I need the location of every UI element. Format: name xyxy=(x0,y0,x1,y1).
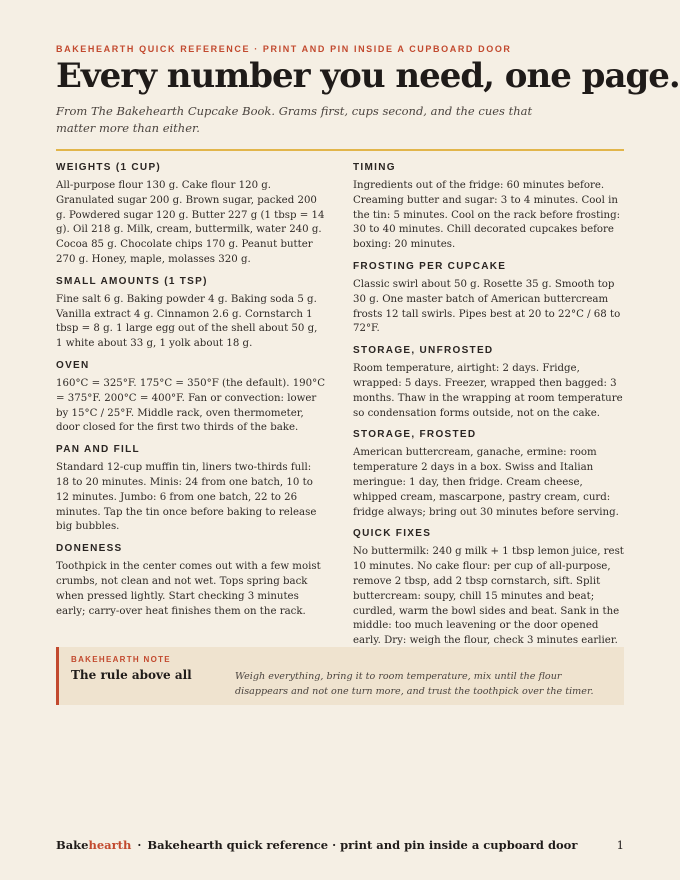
section-heading: TIMING xyxy=(353,162,396,173)
divider xyxy=(56,149,624,151)
section-oven xyxy=(56,360,326,436)
section-heading: OVEN xyxy=(56,359,90,371)
eyebrow: BAKEHEARTH QUICK REFERENCE · PRINT AND PIN INSIDE A CUPBOARD DOOR xyxy=(56,44,512,54)
section-timing xyxy=(353,162,624,253)
section-quick-fixes xyxy=(353,528,624,649)
section-body: All-purpose flour 130 g. Cake flour 120 g. Granulated sugar 200 g. Brown sugar, packed 200 g. Powdered sugar 120 g. Butter 227 g (1 tbsp = 14 g). Oil 218 g. Milk, cream, buttermilk, water 240 g. Cocoa 85 g. Chocolate chips 170 g. Peanut butter 270 g. Honey, maple, molasses 320 g. xyxy=(56,180,325,265)
page-title: Every number you need, one page. xyxy=(56,56,680,96)
brand-part-1: Bake xyxy=(56,838,89,852)
footer-brand xyxy=(56,838,131,852)
section-small-amounts xyxy=(56,276,326,352)
brand-part-2: hearth xyxy=(88,838,132,852)
section-body: Standard 12-cup muffin tin, liners two-thirds full: 18 to 20 minutes. Minis: 24 from one batch, 10 to 12 minutes. Jumbo: 6 from one batch, 22 to 26 minutes. Tap the tin once before baking to release big bubbles. xyxy=(56,462,317,533)
callout-note xyxy=(56,647,624,705)
section-body: Fine salt 6 g. Baking powder 4 g. Baking soda 5 g. Vanilla extract 4 g. Cinnamon 2.6 g. Cornstarch 1 tbsp = 8 g. 1 large egg out of the shell about 50 g, 1 white about 33 g, 1 yolk about 18 g. xyxy=(56,293,318,350)
section-weights xyxy=(56,162,326,268)
section-body: 160°C = 325°F. 175°C = 350°F (the default). 190°C = 375°F. 200°C = 400°F. Fan or convection: lower by 15°C / 25°F. Middle rack, oven thermometer, door closed for the first two thirds of the bake. xyxy=(56,377,326,434)
section-heading: PAN AND FILL xyxy=(56,444,140,456)
section-body: Classic swirl about 50 g. Rosette 35 g. Smooth top 30 g. One master batch of American buttercream frosts 12 tall swirls. Pipes best at 20 to 22°C / 68 to 72°F. xyxy=(353,278,621,335)
section-pan-and-fill xyxy=(56,444,326,535)
section-frosting xyxy=(353,261,624,337)
section-heading: SMALL AMOUNTS (1 TSP) xyxy=(56,275,208,287)
footer-separator: · xyxy=(137,838,142,852)
section-heading: WEIGHTS (1 CUP) xyxy=(56,162,162,173)
section-heading: QUICK FIXES xyxy=(353,528,432,540)
left-column xyxy=(56,162,326,627)
section-storage-unfrosted xyxy=(353,345,624,421)
section-heading: FROSTING PER CUPCAKE xyxy=(353,260,507,272)
section-heading: STORAGE, UNFROSTED xyxy=(353,345,494,357)
note-label: BAKEHEARTH NOTE xyxy=(71,655,171,664)
section-heading: STORAGE, FROSTED xyxy=(353,429,477,441)
page-subtitle: From The Bakehearth Cupcake Book. Grams first, cups second, and the cues that matter more than either. xyxy=(56,104,533,135)
section-storage-frosted xyxy=(353,429,624,520)
footer-text: Bakehearth quick reference · print and pin inside a cupboard door xyxy=(147,838,578,852)
page-number: 1 xyxy=(616,838,624,852)
section-body: Ingredients out of the fridge: 60 minutes before. Creaming butter and sugar: 3 to 4 minutes. Cool in the tin: 5 minutes. Cool on the rack before frosting: 30 to 40 minutes. Chill decorated cupcakes before boxing: 20 minutes. xyxy=(353,180,621,251)
section-body: American buttercream, ganache, ermine: room temperature 2 days in a box. Swiss and Italian meringue: 1 day, then fridge. Cream cheese, whipped cream, mascarpone, pastry cream, curd: fridge always; bring out 30 minutes before serving. xyxy=(353,447,619,518)
footer xyxy=(56,838,624,852)
section-body: Toothpick in the center comes out with a few moist crumbs, not clean and not wet. Tops spring back when pressed lightly. Start checking 3 minutes early; carry-over heat finishes them on the rack. xyxy=(56,561,321,617)
note-body: Weigh everything, bring it to room temperature, mix until the flour disappears and not one turn more, and trust the toothpick over the timer. xyxy=(235,671,594,697)
section-body: No buttermilk: 240 g milk + 1 tbsp lemon juice, rest 10 minutes. No cake flour: per cup of all-purpose, remove 2 tbsp, add 2 tbsp cornstarch, sift. Split buttercream: soupy, chill 15 minutes and beat; curdled, warm the bowl sides and beat. Sank in the middle: too much leavening or the door opened early. Dry: weigh the flour, check 3 minutes earlier. xyxy=(353,546,624,647)
section-heading: DONENESS xyxy=(56,543,123,555)
right-column xyxy=(353,162,624,657)
note-title: The rule above all xyxy=(71,668,192,682)
section-doneness xyxy=(56,543,326,619)
section-body: Room temperature, airtight: 2 days. Fridge, wrapped: 5 days. Freezer, wrapped then bagged: 3 months. Thaw in the wrapping at room temperature so condensation forms outside, not on the cake. xyxy=(353,363,623,419)
